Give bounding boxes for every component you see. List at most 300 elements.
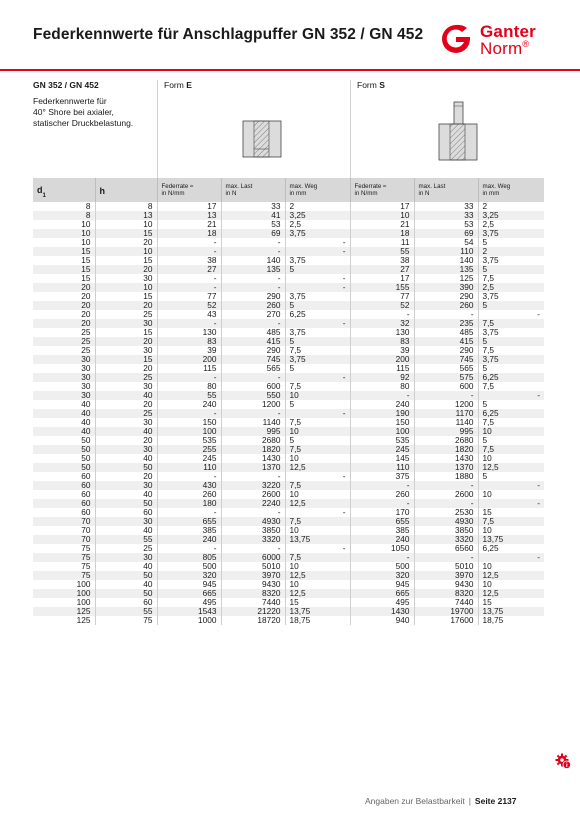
table-row — [33, 274, 544, 283]
table-cell: - — [157, 283, 221, 292]
table-cell: 3,75 — [478, 229, 544, 238]
table-cell: 54 — [414, 238, 478, 247]
table-row — [33, 283, 544, 292]
table-cell: 53 — [414, 220, 478, 229]
logo-registered: ® — [522, 39, 530, 49]
table-cell: 2240 — [221, 499, 285, 508]
table-cell: 43 — [157, 310, 221, 319]
col-header-s-travel: max. Weg in mm — [478, 178, 544, 202]
table-cell: - — [478, 499, 544, 508]
table-cell: 200 — [350, 355, 414, 364]
table-cell: - — [221, 544, 285, 553]
table-cell: 33 — [221, 202, 285, 211]
table-cell: 40 — [33, 409, 95, 418]
table-cell: 10 — [478, 454, 544, 463]
table-cell: 21 — [350, 220, 414, 229]
table-cell: 20 — [95, 337, 157, 346]
table-row — [33, 409, 544, 418]
table-cell: 10 — [478, 580, 544, 589]
table-cell: 77 — [157, 292, 221, 301]
table-cell: - — [285, 238, 350, 247]
table-cell: 1820 — [221, 445, 285, 454]
table-cell: 155 — [350, 283, 414, 292]
table-cell: 745 — [221, 355, 285, 364]
table-cell: - — [285, 409, 350, 418]
table-row — [33, 382, 544, 391]
table-row — [33, 427, 544, 436]
table-cell: 6000 — [221, 553, 285, 562]
table-cell: 20 — [95, 301, 157, 310]
table-cell: - — [221, 409, 285, 418]
table-cell: 8320 — [414, 589, 478, 598]
table-cell: 15 — [95, 256, 157, 265]
table-cell: 110 — [350, 463, 414, 472]
table-cell: 200 — [157, 355, 221, 364]
table-cell: - — [285, 283, 350, 292]
table-cell: - — [478, 391, 544, 400]
table-cell: - — [221, 274, 285, 283]
table-cell: 2 — [285, 202, 350, 211]
table-cell: 150 — [350, 418, 414, 427]
table-cell: 2600 — [221, 490, 285, 499]
table-cell: 100 — [76, 598, 91, 607]
table-cell: 18 — [157, 229, 221, 238]
table-cell: 255 — [157, 445, 221, 454]
table-row — [33, 301, 544, 310]
table-cell: 7,5 — [478, 382, 544, 391]
table-cell: 140 — [414, 256, 478, 265]
table-cell: 40 — [33, 427, 95, 436]
table-cell: 8 — [95, 202, 157, 211]
table-cell: 5 — [285, 301, 350, 310]
table-cell: 140 — [221, 256, 285, 265]
table-cell: 55 — [157, 391, 221, 400]
table-cell: 3,75 — [478, 355, 544, 364]
table-cell: 805 — [157, 553, 221, 562]
table-cell: 8 — [33, 211, 95, 220]
table-cell: 135 — [221, 265, 285, 274]
table-cell: 13,75 — [285, 535, 350, 544]
table-cell: 10 — [285, 454, 350, 463]
table-cell: - — [157, 472, 221, 481]
col-header-s-rate: Federrate ≈ in N/mm — [350, 178, 414, 202]
table-cell: 70 — [33, 517, 95, 526]
table-cell: 18,75 — [285, 616, 350, 625]
table-cell: 110 — [414, 247, 478, 256]
table-cell: 2,5 — [285, 220, 350, 229]
table-cell: 60 — [81, 490, 91, 499]
table-cell: 10 — [33, 229, 95, 238]
table-cell: 75 — [33, 571, 95, 580]
table-cell: - — [221, 247, 285, 256]
table-cell: 20 — [95, 400, 157, 409]
table-cell: 150 — [157, 418, 221, 427]
table-row — [33, 544, 544, 553]
table-cell: 565 — [414, 364, 478, 373]
table-cell: 5 — [478, 364, 544, 373]
table-cell: 60 — [81, 508, 91, 517]
table-cell: 390 — [414, 283, 478, 292]
table-cell: 3,75 — [285, 229, 350, 238]
table-cell: 1000 — [157, 616, 221, 625]
table-cell: 535 — [350, 436, 414, 445]
footer-link[interactable]: Angaben zur Belastbarkeit — [365, 796, 465, 806]
table-cell: 260 — [350, 490, 414, 499]
table-cell: 55 — [95, 607, 157, 616]
table-cell: 50 — [95, 463, 157, 472]
table-cell: 40 — [95, 391, 157, 400]
table-cell: 75 — [33, 553, 95, 562]
table-cell: 50 — [95, 499, 157, 508]
table-row — [33, 589, 544, 598]
table-cell: 5 — [285, 337, 350, 346]
table-cell: 30 — [95, 319, 157, 328]
table-cell: 1820 — [414, 445, 478, 454]
table-cell: 6560 — [414, 544, 478, 553]
table-cell: 60 — [95, 508, 157, 517]
table-row — [33, 607, 544, 616]
table-cell: - — [285, 274, 350, 283]
table-cell: - — [221, 319, 285, 328]
table-cell: 7,5 — [478, 418, 544, 427]
table-cell: 2680 — [414, 436, 478, 445]
table-cell: 100 — [350, 427, 414, 436]
table-cell: 3,25 — [478, 211, 544, 220]
table-cell: 10 — [350, 211, 414, 220]
table-cell: 7,5 — [285, 553, 350, 562]
table-cell: - — [350, 553, 414, 562]
table-cell: 52 — [350, 301, 414, 310]
table-row — [33, 517, 544, 526]
footer-separator: | — [468, 796, 471, 806]
table-cell: 655 — [350, 517, 414, 526]
table-cell: 655 — [157, 517, 221, 526]
table-cell: 415 — [221, 337, 285, 346]
table-cell: 1880 — [414, 472, 478, 481]
table-cell: 290 — [221, 346, 285, 355]
table-cell: 20 — [95, 364, 157, 373]
table-cell: 30 — [95, 517, 157, 526]
table-cell: 125 — [33, 607, 95, 616]
table-row — [33, 436, 544, 445]
table-cell: 20 — [81, 310, 91, 319]
table-cell: 10 — [285, 490, 350, 499]
col-header-d1-main: d — [37, 185, 43, 196]
table-cell: 115 — [157, 364, 221, 373]
table-cell: 50 — [95, 571, 157, 580]
intro-section — [33, 80, 544, 178]
table-cell: 100 — [33, 589, 95, 598]
table-cell: 13 — [95, 211, 157, 220]
table-row — [33, 247, 544, 256]
table-cell: 2 — [478, 202, 544, 211]
table-cell: 100 — [76, 580, 91, 589]
table-cell: - — [285, 319, 350, 328]
table-cell: 1370 — [414, 463, 478, 472]
table-cell: 290 — [414, 346, 478, 355]
table-cell: 30 — [33, 373, 95, 382]
table-row — [33, 490, 544, 499]
table-cell: 600 — [221, 382, 285, 391]
table-row — [33, 373, 544, 382]
table-cell: - — [414, 499, 478, 508]
table-cell: 1170 — [414, 409, 478, 418]
table-cell: 25 — [95, 544, 157, 553]
table-cell: 75 — [95, 616, 157, 625]
table-cell: 665 — [350, 589, 414, 598]
table-cell: 30 — [95, 346, 157, 355]
table-cell: 25 — [81, 328, 91, 337]
table-cell: 260 — [414, 301, 478, 310]
table-cell: 30 — [33, 355, 95, 364]
table-cell: - — [285, 373, 350, 382]
table-cell: 7,5 — [285, 517, 350, 526]
table-cell: 12,5 — [285, 589, 350, 598]
table-cell: 10 — [81, 220, 91, 229]
table-cell: 7,5 — [285, 445, 350, 454]
table-cell: 745 — [414, 355, 478, 364]
table-cell: - — [157, 247, 221, 256]
table-cell: 10 — [285, 427, 350, 436]
table-cell: 3320 — [414, 535, 478, 544]
table-cell: 30 — [95, 274, 157, 283]
table-cell: 11 — [350, 238, 414, 247]
col-header-h — [95, 178, 157, 202]
table-cell: 25 — [33, 337, 95, 346]
table-cell: 40 — [95, 427, 157, 436]
table-cell: - — [221, 283, 285, 292]
table-cell: 3,75 — [478, 328, 544, 337]
table-cell: - — [350, 391, 414, 400]
table-cell: 13,75 — [478, 535, 544, 544]
table-cell: 20 — [95, 472, 157, 481]
table-cell: 20 — [33, 301, 95, 310]
table-cell: - — [221, 238, 285, 247]
table-cell: 3,75 — [285, 328, 350, 337]
table-cell: 7,5 — [478, 319, 544, 328]
table-cell: - — [157, 319, 221, 328]
table-cell: 4930 — [414, 517, 478, 526]
intro-cell — [33, 80, 157, 178]
table-row — [33, 292, 544, 301]
table-cell: - — [221, 508, 285, 517]
spring-rate-table — [33, 178, 544, 625]
table-cell: 495 — [350, 598, 414, 607]
table-cell: - — [414, 553, 478, 562]
table-row — [33, 355, 544, 364]
table-cell: 17 — [350, 274, 414, 283]
table-cell: 15 — [81, 274, 91, 283]
table-cell: 25 — [95, 373, 157, 382]
table-cell: 385 — [157, 526, 221, 535]
table-cell: 7440 — [414, 598, 478, 607]
table-cell: 5010 — [221, 562, 285, 571]
table-cell: 30 — [95, 481, 157, 490]
table-cell: 13,75 — [478, 607, 544, 616]
table-cell: 15 — [81, 256, 91, 265]
page-number: Seite 2137 — [474, 796, 517, 806]
logo-norm: Norm — [480, 39, 523, 58]
table-cell: 9430 — [221, 580, 285, 589]
table-cell: 60 — [81, 472, 91, 481]
gear-info-icon[interactable] — [555, 753, 571, 769]
table-row — [33, 229, 544, 238]
table-cell: 550 — [221, 391, 285, 400]
logo-sub — [480, 39, 529, 59]
table-cell: 575 — [414, 373, 478, 382]
table-row — [33, 472, 544, 481]
table-cell: 6,25 — [285, 310, 350, 319]
table-cell: - — [157, 544, 221, 553]
table-cell: 10 — [478, 427, 544, 436]
table-cell: 2,5 — [478, 220, 544, 229]
table-cell: 10 — [285, 580, 350, 589]
table-cell: 50 — [81, 454, 91, 463]
table-cell: 5 — [285, 400, 350, 409]
table-cell: 69 — [414, 229, 478, 238]
intro-description: Federkennwerte für 40° Shore bei axialer, statischer Druckbelastung. — [33, 96, 134, 128]
table-cell: 40 — [95, 490, 157, 499]
table-cell: 7,5 — [478, 517, 544, 526]
table-cell: 17 — [350, 202, 414, 211]
table-cell: 75 — [81, 544, 91, 553]
table-cell: 1050 — [350, 544, 414, 553]
footer — [365, 796, 517, 806]
form-e-letter: E — [186, 80, 192, 90]
table-cell: 18,75 — [478, 616, 544, 625]
logo-name: Ganter — [480, 22, 536, 41]
table-cell: 38 — [350, 256, 414, 265]
table-cell: 5 — [478, 238, 544, 247]
table-cell: 3220 — [221, 481, 285, 490]
table-cell: 15 — [285, 598, 350, 607]
table-cell: 10 — [478, 490, 544, 499]
table-cell: 10 — [95, 247, 157, 256]
table-cell: 1200 — [221, 400, 285, 409]
table-cell: 100 — [157, 427, 221, 436]
form-s-drawing-icon — [437, 100, 481, 162]
table-row — [33, 418, 544, 427]
table-row — [33, 535, 544, 544]
table-cell: 21220 — [221, 607, 285, 616]
table-cell: 1140 — [414, 418, 478, 427]
table-cell: 240 — [350, 400, 414, 409]
form-s-label — [357, 80, 385, 90]
intro-title: GN 352 / GN 452 — [33, 80, 99, 90]
table-cell: 30 — [95, 445, 157, 454]
table-row — [33, 445, 544, 454]
col-header-h-main: h — [99, 186, 105, 196]
table-cell: 55 — [95, 535, 157, 544]
table-cell: 9430 — [414, 580, 478, 589]
table-cell: 30 — [33, 391, 95, 400]
table-cell: 8 — [85, 202, 91, 211]
table-row — [33, 616, 544, 625]
table-cell: 5 — [285, 265, 350, 274]
form-s-letter: S — [379, 80, 385, 90]
table-cell: 20 — [33, 319, 95, 328]
table-cell: 7,5 — [478, 445, 544, 454]
table-cell: 40 — [95, 526, 157, 535]
table-cell: 2530 — [414, 508, 478, 517]
table-cell: 75 — [81, 562, 91, 571]
table-cell: - — [285, 544, 350, 553]
table-cell: 5010 — [414, 562, 478, 571]
table-cell: 15 — [478, 508, 544, 517]
table-cell: 3,75 — [285, 256, 350, 265]
table-cell: 945 — [157, 580, 221, 589]
ganter-norm-logo[interactable] — [437, 22, 549, 58]
table-cell: 7,5 — [285, 418, 350, 427]
col-header-e-rate: Federrate ≈ in N/mm — [157, 178, 221, 202]
table-cell: 15 — [95, 328, 157, 337]
table-cell: 190 — [350, 409, 414, 418]
table-cell: 10 — [95, 283, 157, 292]
table-row — [33, 346, 544, 355]
table-cell: 135 — [414, 265, 478, 274]
table-cell: 1430 — [350, 607, 414, 616]
table-cell: 20 — [33, 283, 95, 292]
table-cell: 30 — [95, 382, 157, 391]
table-cell: 7,5 — [478, 346, 544, 355]
table-cell: 5 — [478, 265, 544, 274]
table-cell: 235 — [414, 319, 478, 328]
table-cell: 30 — [81, 364, 91, 373]
table-cell: 3970 — [414, 571, 478, 580]
table-cell: 180 — [157, 499, 221, 508]
table-row — [33, 526, 544, 535]
table-cell: 50 — [95, 589, 157, 598]
table-row — [33, 211, 544, 220]
table-row — [33, 481, 544, 490]
table-cell: 77 — [350, 292, 414, 301]
table-cell: 7,5 — [285, 481, 350, 490]
table-cell: 1140 — [221, 418, 285, 427]
table-cell: 3,75 — [285, 292, 350, 301]
table-cell: 12,5 — [478, 589, 544, 598]
table-cell: 240 — [157, 400, 221, 409]
table-cell: 945 — [350, 580, 414, 589]
table-cell: 55 — [350, 247, 414, 256]
table-cell: 7,5 — [285, 382, 350, 391]
table-cell: 485 — [221, 328, 285, 337]
table-row — [33, 580, 544, 589]
table-cell: 10 — [285, 391, 350, 400]
table-cell: 430 — [157, 481, 221, 490]
table-cell: 83 — [157, 337, 221, 346]
table-row — [33, 562, 544, 571]
table-cell: 10 — [478, 562, 544, 571]
table-cell: 20 — [81, 292, 91, 301]
table-cell: 245 — [350, 445, 414, 454]
table-cell: 290 — [221, 292, 285, 301]
table-cell: 13 — [157, 211, 221, 220]
table-cell: 375 — [350, 472, 414, 481]
table-cell: 30 — [95, 553, 157, 562]
table-cell: 3320 — [221, 535, 285, 544]
table-row — [33, 508, 544, 517]
table-cell: 6,25 — [478, 544, 544, 553]
table-row — [33, 238, 544, 247]
table-cell: 485 — [414, 328, 478, 337]
table-cell: 145 — [350, 454, 414, 463]
table-cell: 3,25 — [285, 211, 350, 220]
table-cell: 130 — [157, 328, 221, 337]
table-cell: 5 — [478, 337, 544, 346]
table-cell: 3970 — [221, 571, 285, 580]
table-row — [33, 265, 544, 274]
table-body — [33, 202, 544, 625]
